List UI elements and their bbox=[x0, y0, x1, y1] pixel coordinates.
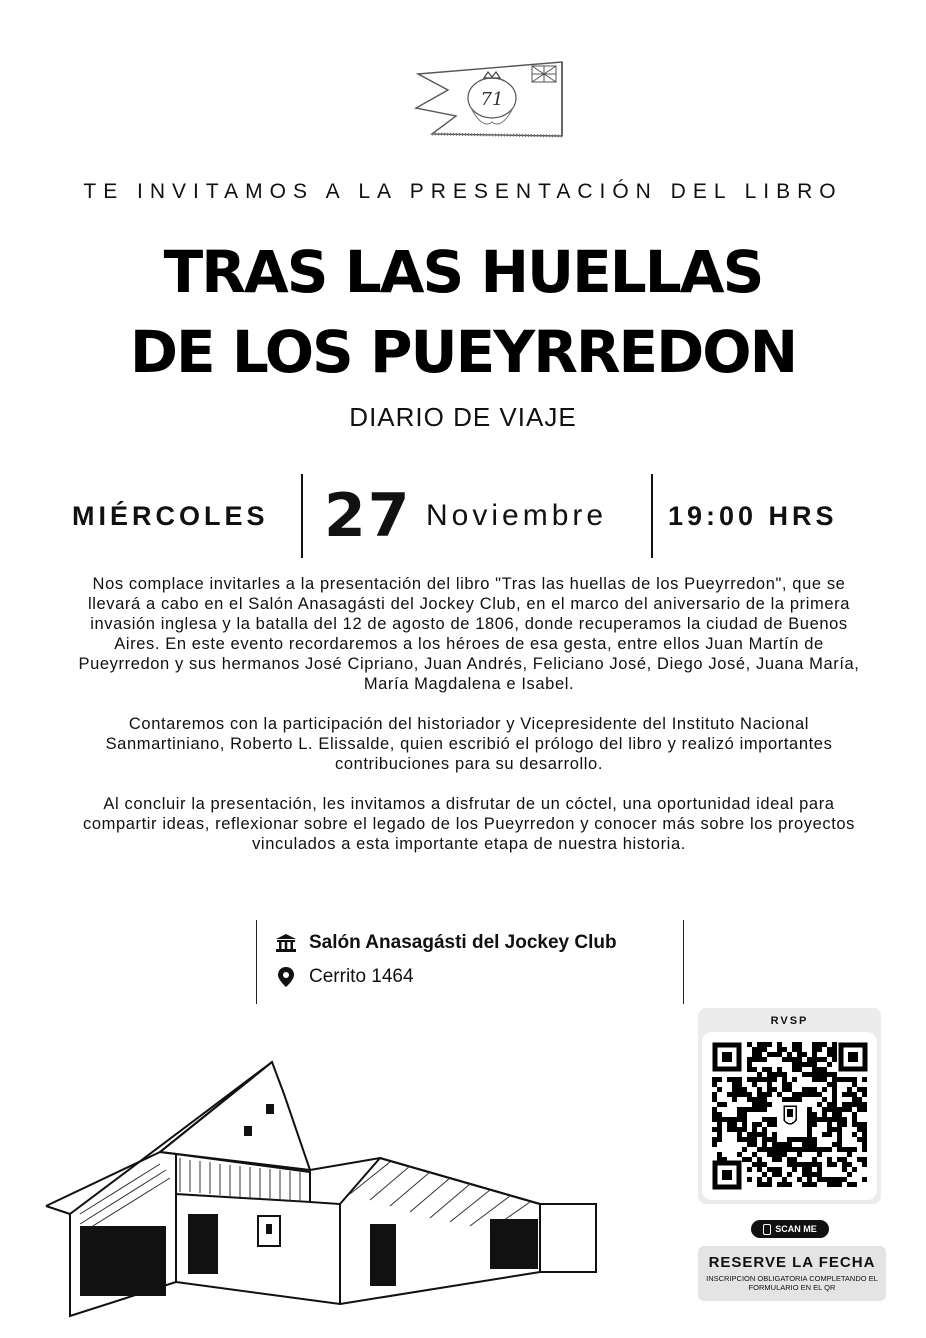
regiment-flag-emblem bbox=[412, 60, 564, 144]
colonial-house-illustration bbox=[40, 1054, 600, 1322]
location-pin-icon bbox=[275, 966, 297, 988]
date-row bbox=[60, 474, 866, 558]
invitation-body bbox=[74, 574, 864, 874]
rsvp-label: RVSP bbox=[770, 1015, 809, 1027]
flag-number: 71 bbox=[480, 89, 504, 110]
body-paragraph-1: Nos complace invitarles a la presentación del libro "Tras las huellas de los Pueyrredon", que se llevará a cabo en el Salón Anasagásti del Jockey Club, en el marco del aniversario de la primera invasión inglesa y la batalla del 12 de agosto de 1806, donde recuperamos la ciudad de Buenos Aires. En este evento recordaremos a los héroes de esa gesta, entre ellos Juan Martín de Pueyrredon y sus hermanos José Cipriano, Juan Andrés, Feliciano José, Diego José, Juana María, María Magdalena e Isabel. bbox=[78, 575, 860, 693]
divider bbox=[651, 474, 653, 558]
reserve-date-box bbox=[698, 1246, 886, 1301]
reserve-title: RESERVE LA FECHA bbox=[708, 1254, 876, 1271]
reserve-note: INSCRIPCION OBLIGATORIA COMPLETANDO EL FORMULARIO EN EL QR bbox=[706, 1274, 878, 1292]
event-month: Noviembre bbox=[426, 499, 608, 532]
event-weekday: MIÉRCOLES bbox=[72, 500, 269, 531]
building-icon bbox=[275, 933, 297, 953]
venue-info bbox=[256, 920, 684, 1004]
book-title bbox=[0, 232, 926, 392]
scan-me-badge bbox=[751, 1220, 829, 1238]
divider bbox=[301, 474, 303, 558]
venue-address: Cerrito 1464 bbox=[309, 966, 414, 987]
book-subtitle: DIARIO DE VIAJE bbox=[349, 402, 577, 432]
venue-address-line bbox=[275, 966, 414, 988]
kicker-text: TE INVITAMOS A LA PRESENTACIÓN DEL LIBRO bbox=[83, 180, 843, 203]
body-paragraph-3: Al concluir la presentación, les invitamos a disfrutar de un cóctel, una oportunidad ideal para compartir ideas, reflexionar sobre el legado de los Pueyrredon y conocer más sobre los proyectos vinculados a esta importante etapa de nuestra historia. bbox=[82, 795, 856, 853]
title-line-2: DE LOS PUEYRREDON bbox=[129, 318, 797, 386]
body-paragraph-2: Contaremos con la participación del historiador y Vicepresidente del Instituto Nacional Sanmartiniano, Roberto L. Elissalde, quien escribió el prólogo del libro y realizó importantes contribuciones para su desarrollo. bbox=[105, 715, 833, 773]
venue-name-line bbox=[275, 932, 617, 954]
qr-code-frame[interactable] bbox=[702, 1032, 877, 1200]
phone-icon bbox=[763, 1224, 771, 1235]
rsvp-card bbox=[698, 1008, 881, 1204]
qr-code[interactable] bbox=[712, 1042, 868, 1190]
event-day: 27 bbox=[324, 481, 412, 551]
event-time: 19:00 HRS bbox=[668, 500, 838, 531]
scan-me-label: SCAN ME bbox=[775, 1224, 817, 1234]
title-line-1: TRAS LAS HUELLAS bbox=[163, 238, 763, 306]
venue-name: Salón Anasagásti del Jockey Club bbox=[309, 932, 617, 953]
